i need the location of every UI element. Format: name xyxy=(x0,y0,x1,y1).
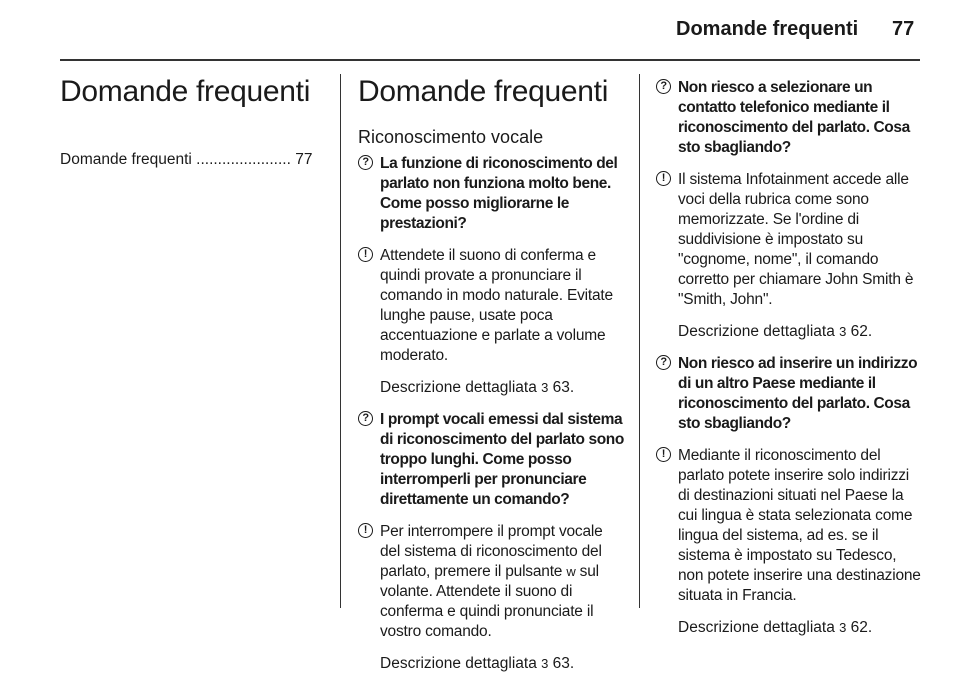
detail-reference[interactable] xyxy=(656,322,922,342)
faq-question xyxy=(656,354,922,434)
header-divider xyxy=(60,59,920,61)
detail-label: Descrizione dettagliata xyxy=(380,379,537,396)
detail-label: Descrizione dettagliata xyxy=(380,655,537,672)
question-text: Non riesco a selezionare un contatto telefonico mediante il riconoscimento del parlato. Cosa sto sbagliando? xyxy=(678,79,910,156)
question-icon: ? xyxy=(656,355,671,370)
answer-icon: ! xyxy=(656,171,671,186)
answer-text-end: sul volante. Attendete il suono di conferma e quindi pronunciate il vostro comando. xyxy=(380,563,599,640)
page-ref-arrow-icon: 3 xyxy=(839,324,847,339)
column-divider-2 xyxy=(639,74,640,608)
faq-question xyxy=(358,154,624,234)
faq-question xyxy=(358,410,624,510)
faq-answer xyxy=(656,170,922,310)
page-ref-arrow-icon: 3 xyxy=(541,380,549,395)
page-ref-arrow-icon: 3 xyxy=(541,656,549,671)
page-ref-arrow-icon: 3 xyxy=(839,620,847,635)
detail-page: 63. xyxy=(552,379,575,396)
faq-answer xyxy=(358,522,624,642)
column-faq-1 xyxy=(358,74,624,686)
toc-entry-dots: ...................... xyxy=(191,151,291,168)
answer-text-start: Per interrompere il prompt vocale del sistema di riconoscimento del parlato, premere il pulsante xyxy=(380,523,603,580)
detail-reference[interactable] xyxy=(358,378,624,398)
chapter-title: Domande frequenti xyxy=(60,75,311,108)
detail-page: 63. xyxy=(552,655,575,672)
question-icon: ? xyxy=(656,79,671,94)
answer-icon: ! xyxy=(358,247,373,262)
page-number: 77 xyxy=(892,18,915,40)
toc-entry[interactable] xyxy=(60,150,328,170)
subsection-title: Riconoscimento vocale xyxy=(358,127,544,147)
question-text: La funzione di riconoscimento del parlato non funziona molto bene. Come posso migliorarne le prestazioni? xyxy=(380,155,618,232)
question-text: I prompt vocali emessi dal sistema di riconoscimento del parlato sono troppo lunghi. Come posso interromperli per pronunciare direttamente un comando? xyxy=(380,411,624,508)
voice-button-icon: w xyxy=(566,564,576,579)
detail-label: Descrizione dettagliata xyxy=(678,323,835,340)
detail-page: 62. xyxy=(850,323,873,340)
column-faq-2 xyxy=(656,74,922,650)
detail-reference[interactable] xyxy=(358,654,624,674)
answer-text: Mediante il riconoscimento del parlato potete inserire solo indirizzi di destinazioni situati nel Paese la cui lingua è stata selezionata come lingua del sistema, ad es. se il sistema è impostato su Tedesco, non potete inserire una destinazione situata in Francia. xyxy=(678,447,921,604)
answer-icon: ! xyxy=(358,523,373,538)
question-text: Non riesco ad inserire un indirizzo di un altro Paese mediante il riconoscimento del parlato. Cosa sto sbagliando? xyxy=(678,355,918,432)
column-divider-1 xyxy=(340,74,341,608)
faq-answer xyxy=(358,246,624,366)
answer-text: Il sistema Infotainment accede alle voci della rubrica come sono memorizzate. Se l'ordine di suddivisione è impostato su "cognome, nome", il comando corretto per chiamare John Smith è "Smith, John". xyxy=(678,171,914,308)
running-header-title: Domande frequenti xyxy=(676,18,859,40)
section-title: Domande frequenti xyxy=(358,75,609,108)
question-icon: ? xyxy=(358,411,373,426)
faq-answer xyxy=(656,446,922,606)
question-icon: ? xyxy=(358,155,373,170)
detail-label: Descrizione dettagliata xyxy=(678,619,835,636)
answer-icon: ! xyxy=(656,447,671,462)
column-toc xyxy=(60,74,328,170)
toc-entry-page: 77 xyxy=(295,151,313,168)
faq-question xyxy=(656,78,922,158)
toc-entry-label: Domande frequenti xyxy=(60,151,192,168)
answer-text: Attendete il suono di conferma e quindi provate a pronunciare il comando in modo naturale. Evitate lunghe pause, usate poca accentuazione e parlate a volume moderato. xyxy=(380,247,613,364)
detail-page: 62. xyxy=(850,619,873,636)
detail-reference[interactable] xyxy=(656,618,922,638)
